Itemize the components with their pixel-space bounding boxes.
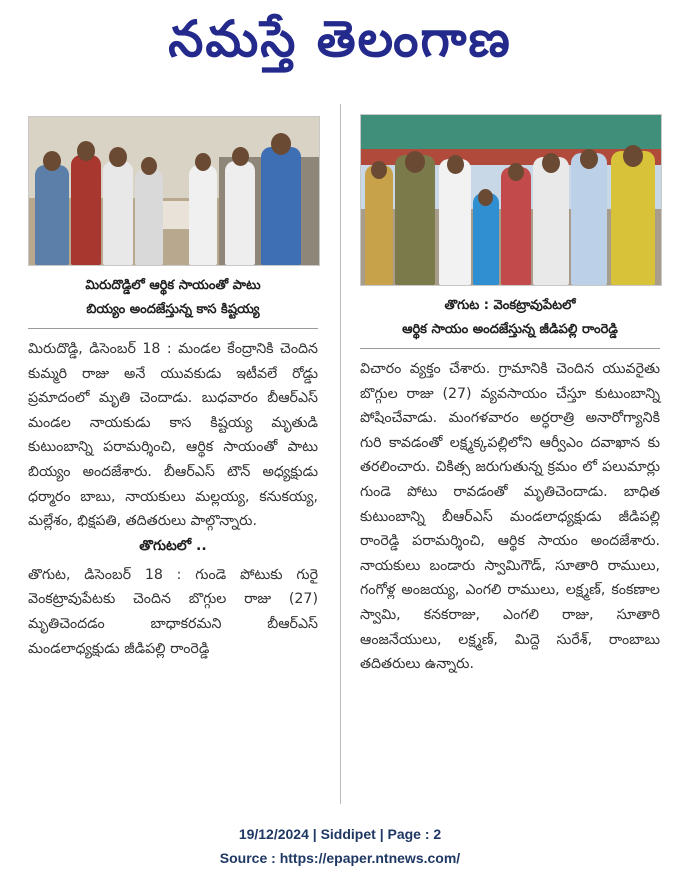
left-story-continued: తొగుట, డిసెంబర్ 18 : గుండె పోటుకు గురై వెంకట్రావుపేటకు చెందిన బొగ్గుల రాజు (27) మృతిచెందడం బాధాకరమని బీఆర్ఎస్ మండలాధ్యక్షుడు జీడిపల్లి రాంరెడ్డి xyxy=(28,566,318,657)
right-caption-line-2: ఆర్థిక సాయం అందజేస్తున్న జీడిపల్లి రాంరెడ్డి xyxy=(402,322,618,337)
edition-info: 19/12/2024 | Siddipet | Page : 2 xyxy=(238,826,442,842)
masthead xyxy=(0,0,680,90)
left-caption-line-1: మిరుదొడ్డిలో ఆర్థిక సాయంతో పాటు xyxy=(85,278,261,293)
source-link[interactable]: Source : https://epaper.ntnews.com/ xyxy=(219,850,461,866)
left-caption-line-2: బియ్యం అందజేస్తున్న కాస కిష్టయ్య xyxy=(86,302,260,317)
right-news-photo xyxy=(360,114,662,286)
newspaper-title: నమస్తే తెలంగాణ xyxy=(168,9,512,68)
caption-rule xyxy=(360,348,660,349)
left-news-photo xyxy=(28,116,320,266)
left-photo-caption xyxy=(28,266,318,328)
sub-heading: తొగుటలో .. xyxy=(139,537,207,554)
column-divider xyxy=(340,104,341,804)
right-story-body: విచారం వ్యక్తం చేశారు. గ్రామానికి చెందిన యువరైతు బొగ్గుల రాజు (27) వ్యవసాయం చేస్తూ కుటుంబాన్ని పోషించేవాడు. మంగళవారం అర్ధరాత్రి అనారోగ్యానికి గురి కావడంతో లక్ష్మక్కపల్లిలోని ఆర్వీఎం దవాఖాన కు తరలించారు. చికిత్స జరుగుతున్న క్రమం లో పలుమార్లు గుండె పోటు రావడంతో మృతిచెందాడు. బాధిత కుటుంబాన్ని బీఆర్ఎస్ మండలాధ్యక్షుడు జీడిపల్లి రాంరెడ్డి పరామర్శించి, ఆర్థిక సాయం అందజేశారు. నాయకులు బండారు స్వామిగౌడ్, సూతారి రాములు, గంగోళ్ల అంజయ్య, ఎంగలి రాములు, లక్ష్మణ్, కంకణాల స్వామి, కనకరాజు, ఎంగలి రాజు, సూతారి ఆంజనేయులు, లక్ష్మణ్, మిద్దె సురేశ్, రాంబాబు తదితరులు ఉన్నారు. xyxy=(360,361,660,673)
right-caption-line-1: తొగుట : వెంకట్రావుపేటలో xyxy=(444,298,576,313)
right-column xyxy=(360,104,660,677)
left-story-body: మిరుదొడ్డి, డిసెంబర్ 18 : మండల కేంద్రానికి చెందిన కుమ్మరి రాజు అనే యువకుడు ఇటీవలే రోడ్డు ప్రమాదంలో మృతి చెందాడు. బుధవారం బీఆర్ఎస్ మండల నాయకుడు కాస కిష్టయ్య మృతుడి కుటుంబాన్ని పరామర్శించి, ఆర్థిక సాయంతో పాటు బియ్యం అందజేశారు. బీఆర్ఎస్ టౌన్ అధ్యక్షుడు ధర్మారం బాబు, నాయకులు మల్లయ్య, కనుకయ్య, మల్లేశం, భిక్షపతి, తదితరులు పాల్గొన్నారు. xyxy=(28,341,318,530)
left-column xyxy=(28,104,318,661)
right-photo-caption xyxy=(360,286,660,348)
caption-rule xyxy=(28,328,318,329)
